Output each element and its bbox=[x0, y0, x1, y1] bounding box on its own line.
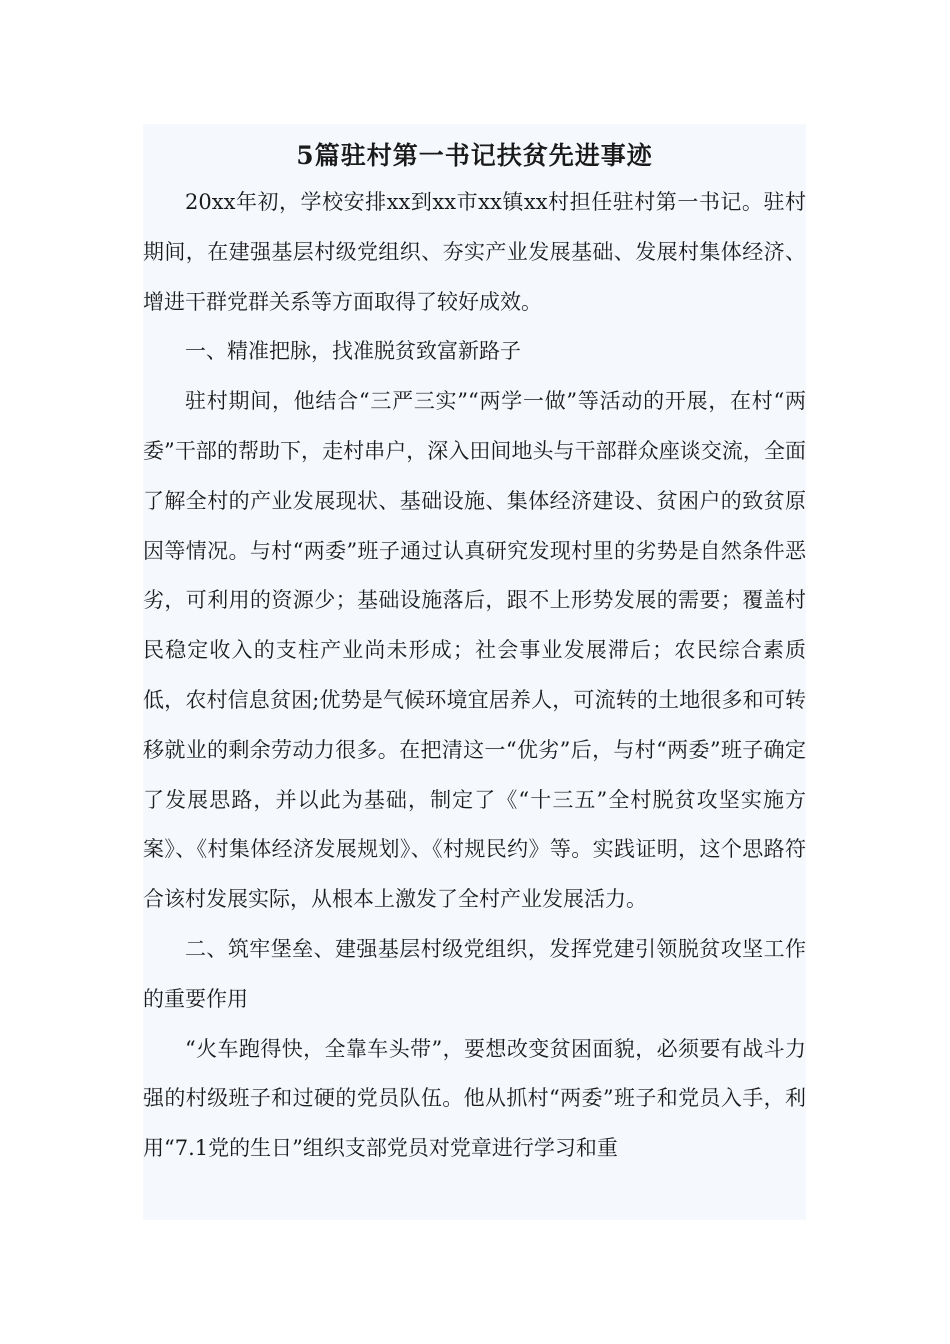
section-heading-2: 二、筑牢堡垒、建强基层村级党组织，发挥党建引领脱贫攻坚工作的重要作用 bbox=[143, 936, 806, 1011]
paragraph-section-2: “火车跑得快，全靠车头带”，要想改变贫困面貌，必须要有战斗力强的村级班子和过硬的党员队伍。他从抓村“两委”班子和党员入手，利用“7.1党的生日”组织支部党员对党章进行学习和重 bbox=[143, 1036, 806, 1161]
paragraph-section-1: 驻村期间，他结合“三严三实”“两学一做”等活动的开展，在村“两委”干部的帮助下，走村串户，深入田间地头与干部群众座谈交流，全面了解全村的产业发展现状、基础设施、集体经济建设、贫困户的致贫原因等情况。与村“两委”班子通过认真研究发现村里的劣势是自然条件恶劣，可利用的资源少；基础设施落后，跟不上形势发展的需要；覆盖村民稳定收入的支柱产业尚未形成；社会事业发展滞后；农民综合素质低，农村信息贫困;优势是气候环境宜居养人，可流转的土地很多和可转移就业的剩余劳动力很多。在把清这一“优劣”后，与村“两委”班子确定了发展思路，并以此为基础，制定了《“十三五”全村脱贫攻坚实施方案》、《村集体经济发展规划》、《村规民约》等。实践证明，这个思路符合该村发展实际，从根本上激发了全村产业发展活力。 bbox=[143, 389, 806, 912]
section-heading-1: 一、精准把脉，找准脱贫致富新路子 bbox=[185, 339, 521, 364]
document-title: 5篇驻村第一书记扶贫先进事迹 bbox=[296, 141, 653, 170]
document-page bbox=[143, 124, 806, 1220]
document-body bbox=[143, 178, 806, 1174]
paragraph-intro: 20xx年初，学校安排xx到xx市xx镇xx村担任驻村第一书记。驻村期间，在建强基层村级党组织、夯实产业发展基础、发展村集体经济、增进干群党群关系等方面取得了较好成效。 bbox=[143, 190, 806, 314]
